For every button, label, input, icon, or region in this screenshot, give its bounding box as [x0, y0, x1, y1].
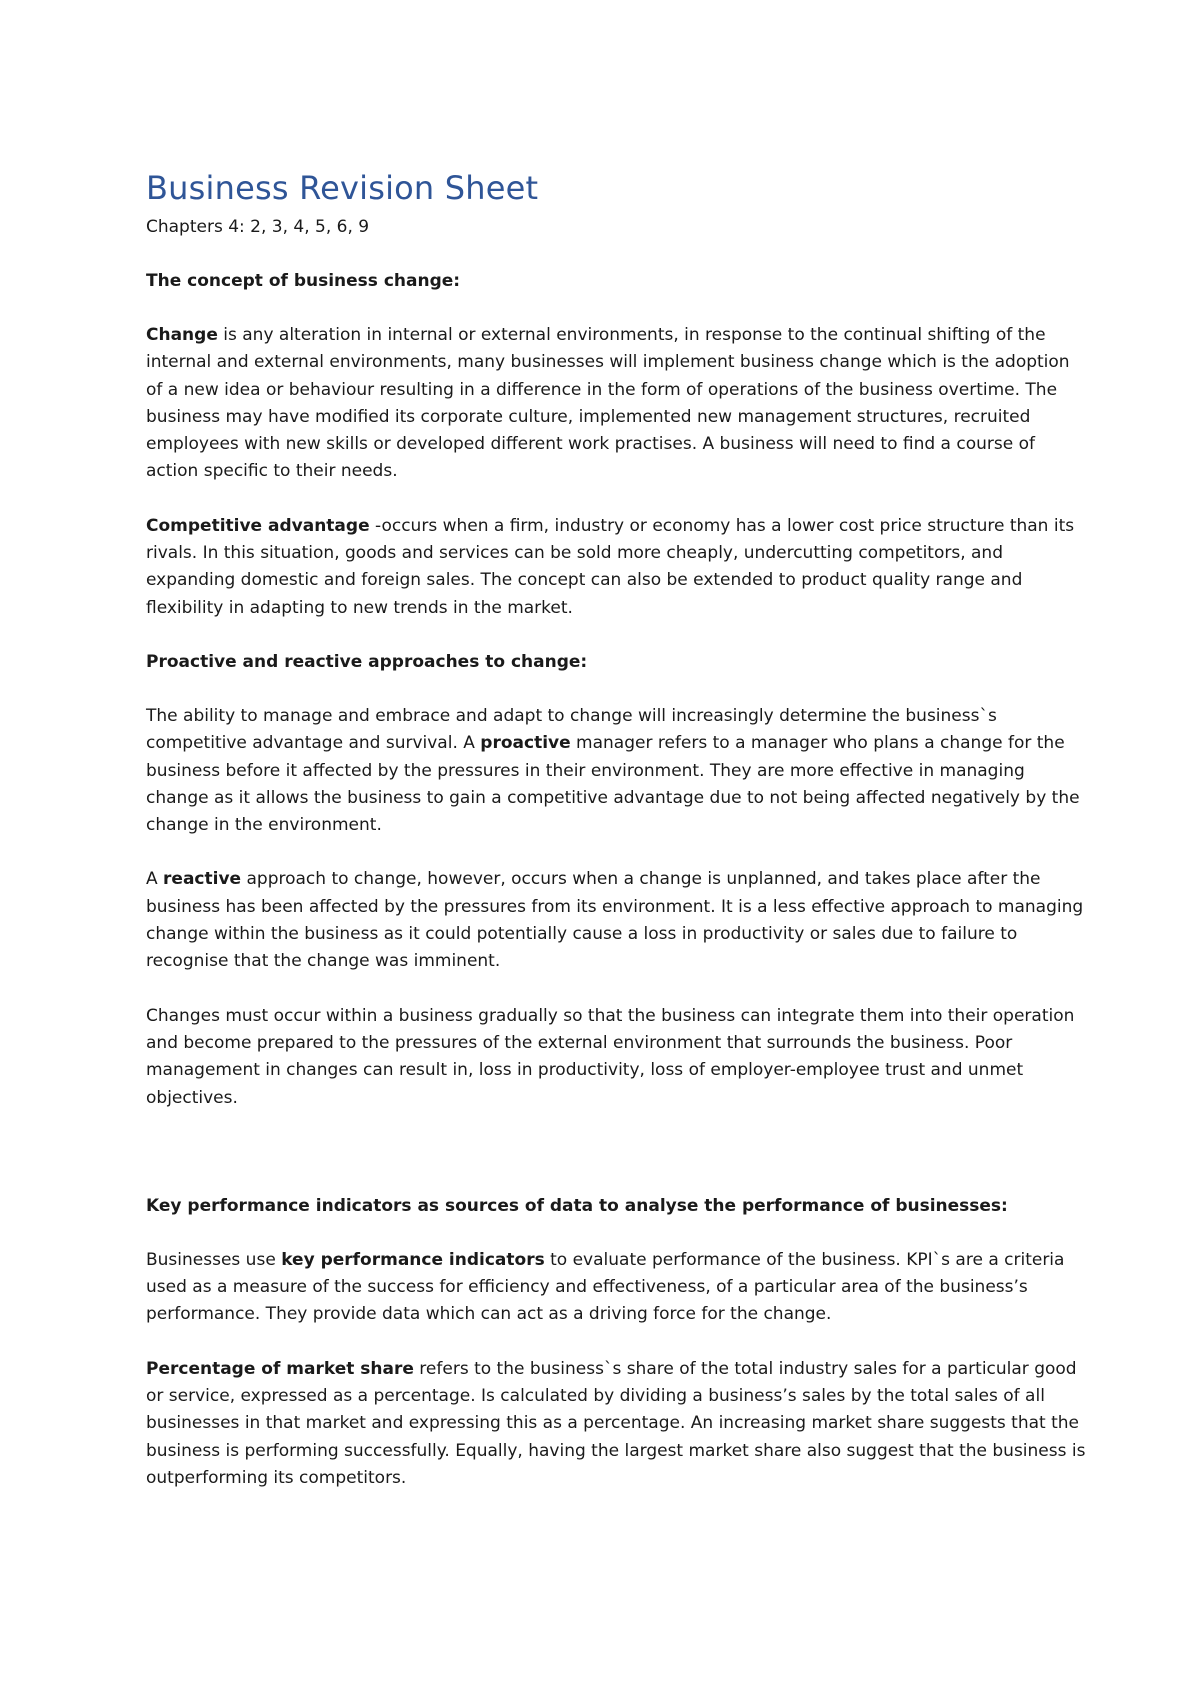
paragraph-kpi [146, 1247, 1086, 1329]
text-kpi-before: Businesses use [146, 1249, 282, 1270]
paragraph-reactive [146, 866, 1086, 975]
paragraph-change [146, 322, 1086, 486]
document-page [146, 168, 1086, 1492]
text-reactive-after: approach to change, however, occurs when a change is unplanned, and takes place after the business has been affected by the pressures from its environment. It is a less effective approach to managing change within the business as it could potentially cause a loss in productivity or sales due to failure to recognise that the change was imminent. [146, 869, 1084, 972]
term-change: Change [146, 325, 218, 345]
text-proactive-before: The ability to manage and embrace and adapt to change will increasingly determine the business`s competitive advantage and survival. A [146, 705, 997, 754]
text-competitive-advantage: -occurs when a firm, industry or economy has a lower cost price structure than its rivals. In this situation, goods and services can be sold more cheaply, undercutting competitors, and expanding domestic and foreign sales. The concept can also be extended to product quality range and flexibility in adapting to new trends in the market. [146, 515, 1075, 618]
heading-business-change: The concept of business change: [146, 271, 461, 291]
term-kpi: key performance indicators [281, 1249, 545, 1270]
text-reactive-before: A [146, 869, 164, 890]
term-market-share: Percentage of market share [146, 1358, 414, 1379]
text-change: is any alteration in internal or external environments, in response to the continual shifting of the internal and external environments, many businesses will implement business change which is the adoption of a new idea or behaviour resulting in a difference in the form of operations of the business overtime. The business may have modified its corporate culture, implemented new management structures, recruited employees with new skills or developed different work practises. A business will need to find a course of action specific to their needs. [146, 325, 1070, 482]
text-proactive-after: manager refers to a manager who plans a change for the business before it affected by the pressures in their environment. They are more effective in managing change as it allows the business to gain a competitive advantage due to not being affected negatively by the change in the environment. [146, 733, 1080, 836]
paragraph-proactive [146, 703, 1086, 839]
term-proactive: proactive [480, 733, 571, 754]
term-competitive-advantage: Competitive advantage [146, 515, 370, 536]
document-subtitle: Chapters 4: 2, 3, 4, 5, 6, 9 [146, 217, 370, 237]
term-reactive: reactive [163, 869, 242, 890]
document-title: Business Revision Sheet [146, 169, 539, 207]
paragraph-gradual-change: Changes must occur within a business gradually so that the business can integrate them into their operation and become prepared to the pressures of the external environment that surrounds the business. Poor management in changes can result in, loss in productivity, loss of employer-employee trust and unmet objectives. [146, 1005, 1075, 1108]
heading-kpi: Key performance indicators as sources of data to analyse the performance of businesses: [146, 1195, 1008, 1216]
paragraph-market-share [146, 1356, 1086, 1492]
text-kpi-after: to evaluate performance of the business. KPI`s are a criteria used as a measure of the success for efficiency and effectiveness, of a particular area of the business’s performance. They provide data which can act as a driving force for the change. [146, 1249, 1065, 1325]
text-market-share: refers to the business`s share of the total industry sales for a particular good or service, expressed as a percentage. Is calculated by dividing a business’s sales by the total sales of all businesses in that market and expressing this as a percentage. An increasing market share suggests that the business is performing successfully. Equally, having the largest market share also suggest that the business is outperforming its competitors. [146, 1358, 1086, 1488]
paragraph-competitive-advantage [146, 513, 1086, 622]
heading-proactive-reactive: Proactive and reactive approaches to change: [146, 651, 588, 672]
